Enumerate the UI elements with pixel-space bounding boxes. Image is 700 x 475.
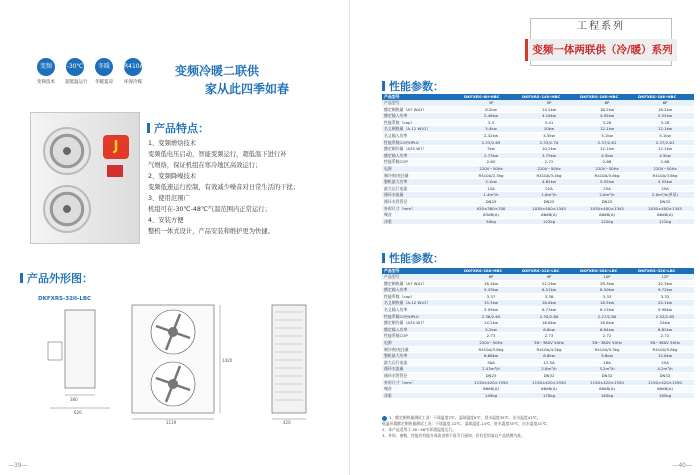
series-title: 工程系列 [577, 21, 625, 32]
row-label: 额定输入功率 [382, 113, 462, 120]
row-label: 额定制冷量（A35 W7） [382, 146, 462, 153]
cell-value: 2.42/2.85 [636, 313, 694, 320]
row-label: 噪音 [382, 212, 462, 219]
cell-value: 2.46kw [462, 113, 520, 120]
cell-value: 10P [578, 274, 636, 280]
cell-value: 66dB(A) [520, 212, 578, 219]
cell-value: 14A [462, 185, 520, 192]
cell-value: 149kg [462, 392, 520, 399]
feature-inverter [35, 58, 57, 85]
cell-value: R410A/4.5kg [520, 346, 578, 353]
cell-value: 2.37/2.61 [578, 139, 636, 146]
perf-title-1: 性能参数： [382, 78, 444, 94]
cell-value: 17.5A [520, 359, 578, 366]
cell-value: 3.33 [578, 293, 636, 300]
cell-value: 15.3kw [462, 300, 520, 307]
cell-value: 28.3kw [578, 280, 636, 287]
row-label: 循环水流量 [382, 192, 462, 199]
cell-value: 12.1kw [636, 146, 694, 153]
cell-value: 32.3kw [636, 280, 694, 287]
dim-label-depth: 380 [70, 397, 78, 402]
feature-line: 变频低电压启动，智能变频运行，超低温下进行补 [148, 151, 287, 158]
feature-line: 3、使用范围广 [148, 195, 190, 202]
cell-value: 12.6kw [636, 353, 694, 360]
footnote: 3、外形、参数、性能若有提升或改进将不再另行通知，若有差别请以产品铭牌为准。 [382, 433, 525, 438]
table-row [382, 326, 694, 333]
table-row [382, 313, 694, 320]
features-title: 产品特点： [147, 120, 209, 136]
cell-value: 920×380×700 [462, 205, 520, 212]
row-label: 产品型号 [382, 274, 462, 280]
cell-value: 12.1kw [578, 146, 636, 153]
cell-value: 122kg [636, 218, 694, 225]
cell-value: 2.73kw [462, 152, 520, 159]
right-side-view [272, 305, 306, 413]
table-row [382, 320, 694, 327]
feature-line: 整机一体式设计，产品安装和维护更为快捷。 [148, 228, 274, 235]
cell-value: 5.99kw [462, 306, 520, 313]
series-subtitle: 变频一体两联供（冷/暖）系列 [525, 39, 677, 61]
cell-value: 6.6kw [520, 326, 578, 333]
fan-icon [43, 127, 91, 175]
cell-value: 1030×400×1345 [520, 205, 578, 212]
cell-value: DN25 [462, 372, 520, 379]
dims-model: DKFXRS-32II-LBC [38, 296, 92, 302]
row-label: 噪音 [382, 386, 462, 393]
cell-value: 22A [520, 185, 578, 192]
cell-value: 220V~50Hz [578, 165, 636, 172]
cell-value: 9.98kw [636, 306, 694, 313]
cell-value: 12.1kw [578, 126, 636, 133]
table-row [382, 306, 694, 313]
column-header: 产品型号 [382, 94, 462, 100]
row-label: 循环水管管径 [382, 372, 462, 379]
row-label: 电源 [382, 165, 462, 172]
cell-value: 66dB(A) [578, 212, 636, 219]
cell-value: 22.2kw [520, 280, 578, 287]
cell-value: 18.8kw [578, 320, 636, 327]
cell-value: R410A/5.8kg [636, 346, 694, 353]
cell-value: 16.2kw [578, 106, 636, 113]
cell-value: 2.0m³/h(单泵) [636, 192, 694, 199]
table-row [382, 139, 694, 146]
footnote: 低温环境额定制热量测试工况：干球温度-12℃，湿球温度-14℃，进水温度35℃，出水温度41℃。 [382, 421, 551, 426]
cell-value: 3.1kw [462, 179, 520, 186]
slogan-line-1: 变频冷暖二联供 [175, 64, 260, 78]
table-row [382, 192, 694, 199]
table-row [382, 392, 694, 399]
feature-line: 1、变频增焓技术 [148, 140, 197, 147]
cell-value: DN32 [520, 372, 578, 379]
cell-value: 2.68 [636, 159, 694, 166]
table-row [382, 172, 694, 179]
cell-value: 14.2kw [520, 106, 578, 113]
cell-value: 3.32 [636, 293, 694, 300]
cell-value: 18.2kw [636, 106, 694, 113]
table-row [382, 205, 694, 212]
column-header: 产品型号 [382, 268, 462, 274]
cell-value: 25A [636, 359, 694, 366]
cell-value: 12.1kw [636, 126, 694, 133]
row-label: 整机最大功率 [382, 179, 462, 186]
row-label: 性能系数COP [382, 333, 462, 340]
row-label: 额定制热量（A7 W41） [382, 280, 462, 287]
cell-value: 10kw [520, 126, 578, 133]
cell-value: 6P [636, 100, 694, 106]
row-label: 性能系数COP/HPLV [382, 313, 462, 320]
cell-value: 25A [636, 185, 694, 192]
cell-value: 5.2kw [462, 326, 520, 333]
cell-value: DN25 [578, 198, 636, 205]
product-photo [30, 112, 140, 244]
row-label: 性能系数（cop） [382, 293, 462, 300]
row-label: 循环水流量 [382, 366, 462, 373]
cell-value: 1030×400×1345 [578, 205, 636, 212]
cell-value: 3N~380V 50Hz [636, 339, 694, 346]
cell-value: 8.50kw [578, 287, 636, 294]
cell-value: 2.72 [520, 159, 578, 166]
dim-label-height: 1420 [222, 358, 233, 363]
cell-value: 1150×420×1550 [520, 379, 578, 386]
table-row [382, 198, 694, 205]
table-row [382, 372, 694, 379]
cell-value: 5.1kw [578, 132, 636, 139]
column-header: DKFXRS-32II-LBC [636, 268, 694, 274]
row-label: 额定输入功率 [382, 326, 462, 333]
feature-warm-cool [93, 58, 115, 85]
features-list [148, 138, 338, 237]
cell-value: 185kg [578, 392, 636, 399]
pipe-connection [48, 342, 62, 360]
energy-badge [107, 165, 123, 177]
row-label: 名义制热量（A-12 W41） [382, 126, 462, 133]
row-label: 最大运行电流 [382, 359, 462, 366]
cell-value: 4.85kw [520, 179, 578, 186]
cell-value: 3N~380V 50Hz [578, 339, 636, 346]
cell-value: 68dB(A) [636, 386, 694, 393]
table-row [382, 152, 694, 159]
cell-value: 12P [636, 274, 694, 280]
cell-value: 3.2m³/h [578, 366, 636, 373]
cell-value: 66dB(A) [462, 386, 520, 393]
feature-line: 2、变频降噪技术 [148, 173, 197, 180]
feature-label: 环保冷媒 [123, 79, 142, 85]
feature-label: 冬暖夏凉 [94, 79, 113, 85]
side-view [65, 310, 95, 388]
cell-value: R410A/3.6kg [578, 172, 636, 179]
dimension-drawing [40, 300, 340, 425]
row-label: 制冷剂/充注量 [382, 346, 462, 353]
row-label: 产品型号 [382, 100, 462, 106]
cell-value: 2.23/2.65 [462, 139, 520, 146]
cell-value: 5.55kw [578, 179, 636, 186]
row-label: 额定输入功率 [382, 152, 462, 159]
cell-value: 18.6kw [520, 320, 578, 327]
table-row [382, 287, 694, 294]
cell-value: 220V~50Hz [462, 339, 520, 346]
table-row [382, 185, 694, 192]
cell-value: R410A/3.6kg [462, 346, 520, 353]
cell-value: R410A/3.6kg [636, 172, 694, 179]
cell-value: 2.65 [462, 159, 520, 166]
inverter-icon: 变频 [37, 58, 55, 76]
row-label: 最大运行电流 [382, 185, 462, 192]
cell-value: 5.1kw [636, 132, 694, 139]
table-row [382, 119, 694, 126]
spec-table-1 [382, 94, 694, 225]
column-header: DKFXRS-18II-HBC [462, 268, 520, 274]
cell-value: 3P [462, 100, 520, 106]
cell-value: 6P [578, 100, 636, 106]
column-header: DKFXRS-22II-LBC [520, 268, 578, 274]
page-number-right: —40— [672, 462, 692, 469]
cell-value: 4.95kw [578, 113, 636, 120]
cell-value: 2.0m³/h [578, 192, 636, 199]
cell-value: 18.5kw [578, 300, 636, 307]
cell-value: 18.6kw [520, 300, 578, 307]
table-row [382, 165, 694, 172]
cell-value: 3.37 [462, 293, 520, 300]
footnote: 2、本产品适用于-30~48℃环境温度运行。 [382, 427, 457, 432]
footnote-text: 1、额定制热量测试工况：干球温度7℃，湿球温度6℃，进水温度35℃，出水温度41℃。 [389, 415, 541, 420]
cell-value: 2.72 [636, 333, 694, 340]
cell-value: 3.3 [462, 119, 520, 126]
table-row [382, 386, 694, 393]
feature-label: 超低温运行 [65, 79, 88, 85]
cell-value: 220V~50Hz [520, 165, 578, 172]
row-label: 名义输入功率 [382, 132, 462, 139]
cell-value: 66dB(A) [636, 212, 694, 219]
cell-value: 185kg [636, 392, 694, 399]
cell-value: 4.3kw [520, 132, 578, 139]
cell-value: 50kg [462, 218, 520, 225]
cell-value: 2.72 [578, 333, 636, 340]
cell-value: 2.33/2.70 [520, 139, 578, 146]
table-row [382, 379, 694, 386]
cell-value: 1030×400×1345 [636, 205, 694, 212]
slogan-line-2: 家从此四季如春 [205, 82, 290, 96]
feature-line: 4、安装方便 [148, 217, 184, 224]
cell-value: 8P [462, 274, 520, 280]
cell-value: DN25 [462, 198, 520, 205]
cell-value: DN32 [578, 372, 636, 379]
cell-value: 2.37/2.61 [636, 139, 694, 146]
table-row [382, 346, 694, 353]
cell-value: 8.82kw [636, 326, 694, 333]
low-temp-icon: -30℃ [66, 58, 84, 76]
cell-value: DN32 [636, 372, 694, 379]
perf-title-2: 性能参数： [382, 250, 444, 266]
row-label: 名义输入功率 [382, 306, 462, 313]
cell-value: 24.1kw [636, 300, 694, 307]
cell-value: 1.8m³/h [520, 192, 578, 199]
table-body [382, 274, 694, 399]
cell-value: R410A/2.3kg [462, 172, 520, 179]
cell-value: 3.38 [520, 293, 578, 300]
cell-value: 6.8kw [520, 353, 578, 360]
dim-label-base: 620 [74, 410, 82, 415]
cell-value: 9P [520, 274, 578, 280]
dim-label-side: 420 [283, 420, 291, 425]
cell-value: DN25 [520, 198, 578, 205]
table-row [382, 106, 694, 113]
cell-value: 1150×420×1550 [578, 379, 636, 386]
cell-value: 24kw [636, 320, 694, 327]
row-label: 循环水管管径 [382, 198, 462, 205]
row-label: 性能系数（cop） [382, 119, 462, 126]
table-row [382, 280, 694, 287]
cell-value: 4.16kw [520, 113, 578, 120]
info-icon [382, 416, 387, 421]
cell-value: 122kg [578, 218, 636, 225]
table-row [382, 353, 694, 360]
cell-value: 220V~50Hz [462, 165, 520, 172]
cell-value: 68dB(A) [578, 386, 636, 393]
dim-label-width: 1119 [166, 420, 177, 425]
column-header: DKFXRS-14II-HBC [520, 94, 578, 100]
column-header: DKFXRS-16II-HBC [578, 94, 636, 100]
cell-value: 9.8kw [578, 353, 636, 360]
cell-value: 25A [578, 185, 636, 192]
cell-value: 220V~50Hz [636, 165, 694, 172]
series-banner [530, 18, 672, 66]
table-row [382, 132, 694, 139]
cell-value: 4.5kw [578, 152, 636, 159]
row-label: 制冷剂/充注量 [382, 172, 462, 179]
cell-value: 6.84kw [578, 326, 636, 333]
row-label: 额定输入功率 [382, 287, 462, 294]
cell-value: 10.2kw [520, 146, 578, 153]
cell-value: 30A [462, 359, 520, 366]
column-header: DKFXRS-28II-LBC [578, 268, 636, 274]
row-label: 性能系数COP [382, 159, 462, 166]
cell-value: 6.57kw [520, 287, 578, 294]
cell-value: 18.3kw [462, 280, 520, 287]
column-header: DKFXRS-8II-HBC [462, 94, 520, 100]
cell-value: 2.43m³/h [462, 366, 520, 373]
brand-logo: J [103, 135, 129, 159]
right-page [350, 0, 700, 475]
column-header: DKFXRS-18II-HBC [636, 94, 694, 100]
table-row [382, 366, 694, 373]
page-number-left: —39— [8, 462, 28, 469]
cell-value: 3.28 [636, 119, 694, 126]
cell-value: 8.15kw [578, 306, 636, 313]
table-row [382, 333, 694, 340]
feature-line: 气增焓，保证机组在寒冷地区高效运行； [148, 162, 262, 169]
cell-value: 2.73 [520, 333, 578, 340]
cell-value: 6.66kw [462, 353, 520, 360]
cell-value: 2.27/2.80 [578, 313, 636, 320]
cell-value: 2.36/2.65 [462, 313, 520, 320]
table-row [382, 159, 694, 166]
cell-value: R410A/3.4kg [520, 172, 578, 179]
dims-title: 产品外形图： [20, 270, 93, 286]
cell-value: 1150×420×1550 [636, 379, 694, 386]
cell-value: 3.41 [520, 119, 578, 126]
cell-value: 2.73 [462, 333, 520, 340]
table-row [382, 126, 694, 133]
cell-value: 1.4m³/h [462, 192, 520, 199]
cell-value: R410A/5.3kg [578, 346, 636, 353]
cell-value: 8.2kw [462, 106, 520, 113]
cell-value: 5P [520, 100, 578, 106]
cell-value: 14.2kw [462, 320, 520, 327]
table-row [382, 293, 694, 300]
cell-value: 170kg [520, 392, 578, 399]
cell-value: 122kg [520, 218, 578, 225]
feature-label: 变频技术 [36, 79, 55, 85]
cell-value: 1150×420×1550 [462, 379, 520, 386]
row-label: 额定制冷量（A35 W7） [382, 320, 462, 327]
table-row [382, 146, 694, 153]
row-label: 名义制热量（A-12 W41） [382, 300, 462, 307]
table-row [382, 359, 694, 366]
cell-value: 2.8m³/h [520, 366, 578, 373]
row-label: 净重 [382, 218, 462, 225]
cell-value: 2.68 [578, 159, 636, 166]
row-label: 整机最大功率 [382, 353, 462, 360]
feature-refrigerant [122, 58, 144, 85]
cell-value: 68dB(A) [520, 386, 578, 393]
table-row [382, 339, 694, 346]
row-label: 净重 [382, 392, 462, 399]
feature-line: 机组可在-30℃-48℃气温范围内正常运行； [148, 206, 271, 213]
row-label: 额定制热量（A7 W41） [382, 106, 462, 113]
cell-value: 6.73kw [520, 306, 578, 313]
spec-table-2 [382, 268, 694, 399]
row-label: 性能系数COP/HPLV [382, 139, 462, 146]
cell-value: 3.75kw [520, 152, 578, 159]
cell-value: 5.55kw [636, 113, 694, 120]
table-row [382, 300, 694, 307]
cell-value: 3.28 [578, 119, 636, 126]
warm-cool-icon: 冬暖 [95, 58, 113, 76]
cell-value: 9.72kw [636, 287, 694, 294]
feature-line: 变频低速运行控制，有效减少噪音对日常生活的干扰； [148, 184, 300, 191]
cell-value: 63dB(A) [462, 212, 520, 219]
cell-value: 5.55kw [636, 179, 694, 186]
row-label: 外形尺寸（mm） [382, 379, 462, 386]
cell-value: 2.35/2.80 [520, 313, 578, 320]
cell-value: 7kw [462, 146, 520, 153]
cell-value: 2.42kw [462, 132, 520, 139]
cell-value: 5.4kw [462, 126, 520, 133]
table-row [382, 212, 694, 219]
footnotes [382, 415, 692, 439]
cell-value: 3N~380V 50Hz [520, 339, 578, 346]
cell-value: 4.2m³/h [636, 366, 694, 373]
cell-value: DN32 [636, 198, 694, 205]
cell-value: 4.5kw [636, 152, 694, 159]
cell-value: 5.43kw [462, 287, 520, 294]
table-body [382, 100, 694, 225]
feature-low-temp [64, 58, 86, 85]
fan-icon [43, 185, 91, 233]
feature-icons [35, 58, 144, 85]
table-row [382, 179, 694, 186]
table-row [382, 113, 694, 120]
row-label: 外形尺寸（mm） [382, 205, 462, 212]
cell-value: 18A [578, 359, 636, 366]
row-label: 电源 [382, 339, 462, 346]
refrigerant-icon: R410A [124, 58, 142, 76]
table-row [382, 218, 694, 225]
